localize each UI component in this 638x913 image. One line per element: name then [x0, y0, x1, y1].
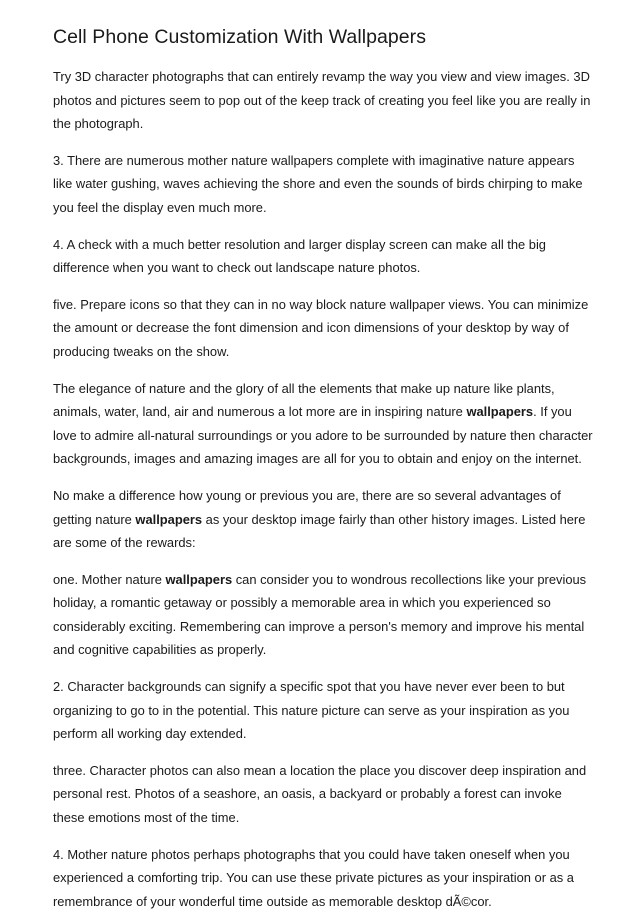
paragraph-text: five. Prepare icons so that they can in no way block nature wallpaper views. You can minimize the amount or decrease the font dimension and icon dimensions of your desktop by way of producing tweaks on the show. [53, 296, 589, 359]
paragraph [53, 293, 593, 364]
paragraph [53, 149, 593, 220]
paragraph-text: . If you love to admire all-natural surroundings or you adore to be surrounded by nature then character backgrounds, images and amazing images are all for you to obtain and enjoy on the internet. [53, 404, 593, 467]
page-title: Cell Phone Customization With Wallpapers [53, 26, 427, 48]
paragraph [53, 675, 593, 746]
bold-keyword: wallpapers [466, 404, 534, 420]
paragraph-text: three. Character photos can also mean a location the place you discover deep inspiration and personal rest. Photos of a seashore, an oasis, a backyard or probably a forest can invoke these emotions most of the time. [53, 762, 587, 826]
paragraph [53, 759, 593, 830]
paragraph-text: one. Mother nature [53, 571, 166, 587]
paragraph [53, 568, 593, 662]
paragraph-text: can consider you to wondrous recollections like your previous holiday, a romantic getaway or possibly a memorable area in which you experienced so considerably exciting. Remembering can improve a person's memory and improve his mental and cognitive capabilities as properly. [53, 571, 587, 658]
paragraph [53, 377, 593, 471]
paragraph [53, 65, 593, 136]
paragraph-text: The elegance of nature and the glory of all the elements that make up nature like plants, animals, water, land, air and numerous a lot more are in inspiring nature [53, 380, 555, 420]
document-page [53, 24, 593, 913]
bold-keyword: wallpapers [165, 571, 233, 587]
paragraph-text: as your desktop image fairly than other history images. Listed here are some of the rewards: [53, 511, 586, 551]
paragraph-text: No make a difference how young or previous you are, there are so several advantages of getting nature [53, 487, 561, 527]
bold-keyword: wallpapers [135, 511, 203, 527]
paragraph [53, 484, 593, 555]
paragraph-text: 3. There are numerous mother nature wallpapers complete with imaginative nature appears like water gushing, waves achieving the shore and even the sounds of birds chirping to make you feel the display even much more. [53, 152, 583, 215]
paragraph-text: 2. Character backgrounds can signify a specific spot that you have never ever been to but organizing to go to in the potential. This nature picture can serve as your inspiration as you perform all working day extended. [53, 679, 570, 742]
paragraph [53, 233, 593, 280]
paragraph-text: 4. Mother nature photos perhaps photographs that you could have taken oneself when you experienced a comforting trip. You can use these private pictures as your inspiration or as a remembrance of your wonderful time outside as memorable desktop dÃ©cor. [53, 846, 574, 909]
paragraph-text: Try 3D character photographs that can entirely revamp the way you view and view images. 3D photos and pictures seem to pop out of the keep track of creating you feel like you are really in the photograph. [53, 69, 591, 132]
paragraph [53, 843, 593, 913]
paragraph-text: 4. A check with a much better resolution and larger display screen can make all the big difference when you want to check out landscape nature photos. [53, 236, 546, 276]
